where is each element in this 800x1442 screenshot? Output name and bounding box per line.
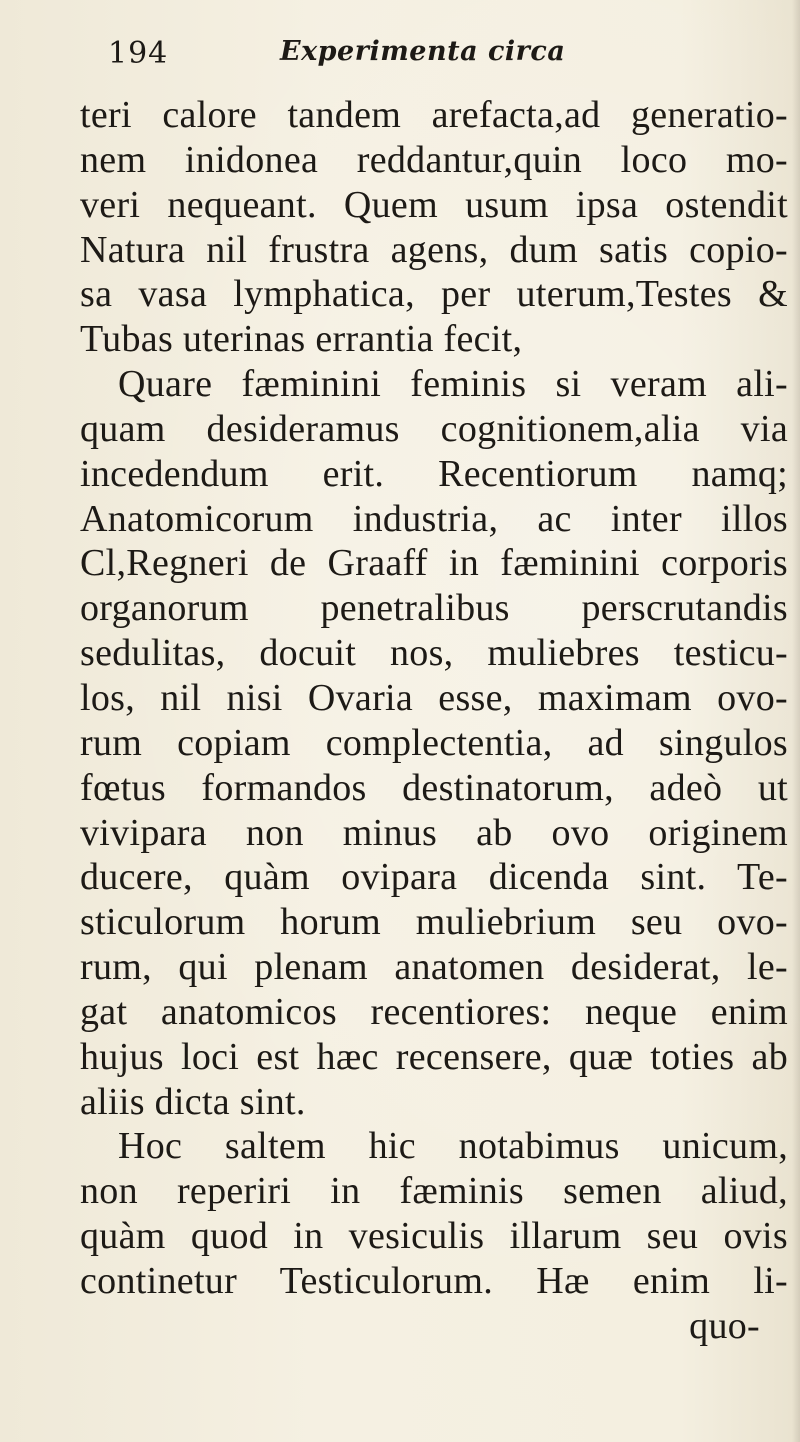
text-line: fœtus formandos destinatorum, adeò ut	[80, 766, 788, 809]
text-line: Anatomicorum industria, ac inter illos	[80, 497, 788, 540]
text-line: veri nequeant. Quem usum ipsa ostendit	[80, 183, 788, 226]
text-line: los, nil nisi Ovaria esse, maximam ovo-	[80, 676, 788, 719]
text-line: organorum penetralibus perscrutandis	[80, 587, 788, 630]
text-line: rum copiam complectentia, ad singulos	[80, 721, 788, 764]
text-line: incedendum erit. Recentiorum namq;	[80, 452, 788, 495]
text-line: teri calore tandem arefacta,ad generatio-	[80, 94, 788, 136]
page-edge-shadow	[792, 0, 800, 1442]
text-line: sedulitas, docuit nos, muliebres testicu-	[80, 632, 788, 675]
text-line: hujus loci est hæc recensere, quæ toties ab	[80, 1035, 788, 1078]
body-text	[80, 93, 788, 1349]
text-line: nem inidonea reddantur,quin loco mo-	[80, 138, 788, 181]
text-line: Tubas uterinas errantia fecit,	[80, 318, 523, 361]
text-line: sa vasa lymphatica, per uterum,Testes &	[80, 273, 788, 316]
page-number: 194	[108, 36, 169, 71]
running-head: Experimenta circa	[280, 36, 566, 67]
text-line: sticulorum horum muliebrium seu ovo-	[80, 901, 788, 944]
page-header	[108, 30, 728, 80]
text-line: Cl,Regneri de Graaff in fæminini corporis	[80, 542, 788, 585]
paragraph-start-line: Quare fæminini feminis si veram ali-	[118, 363, 788, 406]
text-line: vivipara non minus ab ovo originem	[80, 811, 788, 854]
text-line: Natura nil frustra agens, dum satis copio-	[80, 228, 788, 271]
paragraph-start-line: Hoc saltem hic notabimus unicum,	[118, 1125, 788, 1168]
text-line: aliis dicta sint.	[80, 1080, 306, 1123]
text-line: non reperiri in fæminis semen aliud,	[80, 1170, 788, 1213]
text-line: quàm quod in vesiculis illarum seu ovis	[80, 1215, 788, 1258]
catchword: quo-	[689, 1304, 760, 1347]
text-line: ducere, quàm ovipara dicenda sint. Te-	[80, 856, 788, 899]
text-line: continetur Testiculorum. Hæ enim li-	[80, 1259, 788, 1302]
text-line: quam desideramus cognitionem,alia via	[80, 407, 788, 450]
text-line: gat anatomicos recentiores: neque enim	[80, 990, 788, 1033]
text-line: rum, qui plenam anatomen desiderat, le-	[80, 946, 788, 989]
